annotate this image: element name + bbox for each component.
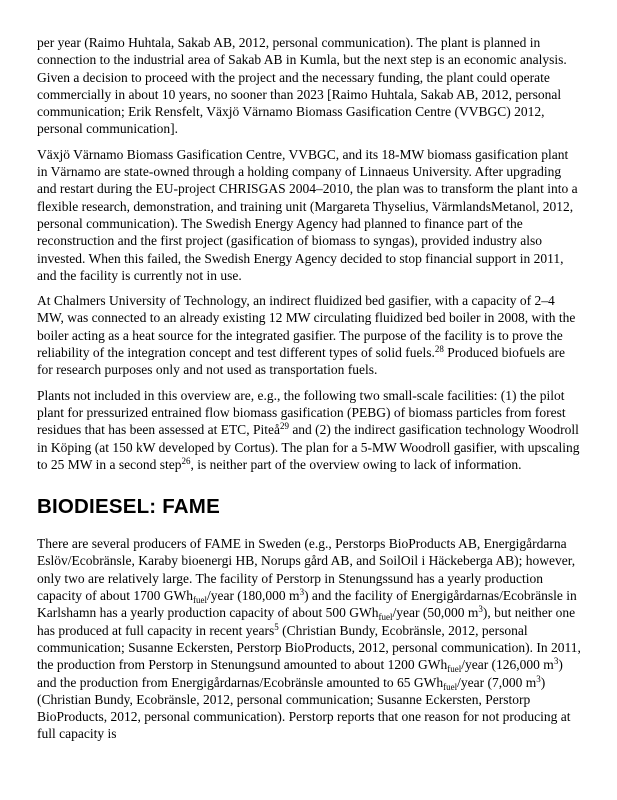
paragraph-text: ), but neither one has produced at full capacity in recent years bbox=[37, 605, 576, 638]
paragraph-text: /year (7,000 m bbox=[457, 674, 537, 690]
footnote-ref: 28 bbox=[434, 344, 444, 355]
paragraph-text: /year (180,000 m bbox=[206, 588, 300, 604]
footnote-ref: 5 bbox=[274, 621, 279, 632]
subscript: fuel bbox=[447, 664, 462, 675]
paragraph-text: ) (Christian Bundy, Ecobränsle, 2012, personal communication; Susanne Eckersten, Perstorp BioProducts, 2012, personal communication). Perstorp reports that one reason for not producing at full capacity is bbox=[37, 674, 571, 742]
paragraph-text: and (2) the indirect gasification technology Woodroll in Köping (at 150 kW developed by Cortus). The plan for a 5-MW Woodroll gasifier, with upscaling to 25 MW in a second step bbox=[37, 422, 580, 472]
paragraph-text: At Chalmers University of Technology, an indirect fluidized bed gasifier, with a capacity of 2–4 MW, was connected to an already existing 12 MW circulating fluidized bed boiler in 2008, with the boiler acting as a heat source for the integrated gasifier. The purpose of the facility is to prove the reliability of the integration concept and test different types of solid fuels. bbox=[37, 293, 576, 361]
paragraph-sakab bbox=[37, 34, 582, 138]
paragraph-text: , is neither part of the overview owing to lack of information. bbox=[190, 456, 522, 472]
paragraph-excluded-plants bbox=[37, 387, 582, 473]
footnote-ref: 26 bbox=[181, 455, 191, 466]
paragraph-text: ) and the facility of Energigårdarnas/Ecobränsle in Karlshamn has a yearly production capacity of about 500 GWh bbox=[37, 588, 577, 621]
paragraph-text: /year (50,000 m bbox=[392, 605, 479, 621]
subscript: fuel bbox=[192, 595, 207, 606]
paragraph-text: Plants not included in this overview are, e.g., the following two small-scale facilities: (1) the pilot plant for pressurized entrained flow biomass gasification (PEBG) of biomass particles from forest residues that has been assessed at ETC, Piteå bbox=[37, 387, 566, 438]
paragraph-text: Växjö Värnamo Biomass Gasification Centre, VVBGC, and its 18-MW biomass gasification plant in Värnamo are state-owned through a holding company of Linnaeus University. After upgrading and restart during the EU-project CHRISGAS 2004–2010, the plan was to transform the plant into a flexible research, demonstration, and training unit (Margareta Thyselius, VärmlandsMetanol, 2012, personal communication). The Swedish Energy Agency had planned to finance part of the reconstruction and the first project (gasification of biomass to syngas), provided industry also invested. When this failed, the Swedish Energy Agency decided to stop financial support in 2011, and the facility is currently not in use. bbox=[37, 146, 578, 283]
paragraph-text: ) and the production from Energigårdarnas/Ecobränsle amounted to 65 GWh bbox=[37, 657, 563, 690]
paragraph-chalmers bbox=[37, 292, 582, 378]
superscript: 3 bbox=[536, 673, 541, 684]
superscript: 3 bbox=[553, 656, 559, 667]
section-heading: BIODIESEL: FAME bbox=[37, 495, 220, 519]
subscript: fuel bbox=[443, 681, 458, 692]
subscript: fuel bbox=[378, 612, 393, 623]
paragraph-vvbgc bbox=[37, 146, 582, 284]
document-page bbox=[37, 34, 582, 751]
paragraph-fame bbox=[37, 535, 582, 743]
paragraph-text: There are several producers of FAME in Sweden (e.g., Perstorps BioProducts AB, Energigårdarna Eslöv/Ecobränsle, Karaby bioenergi HB, Norups gård AB, and SoilOil i Häckeberga AB); however, only two are relatively large. The facility of Perstorp in Stenungssund has a yearly production capacity of about 1700 GWh bbox=[37, 536, 576, 604]
superscript: 3 bbox=[478, 604, 483, 615]
paragraph-text: Produced biofuels are for research purposes only and not used as transportation fuels. bbox=[37, 345, 565, 378]
superscript: 3 bbox=[299, 587, 305, 598]
paragraph-text: /year (126,000 m bbox=[461, 657, 554, 673]
paragraph-text: (Christian Bundy, Ecobränsle, 2012, personal communication; Susanne Eckersten, Perstorp BioProducts, 2012, personal communication). In 2011, the production from Perstorp in Stenungsund amounted to about 1200 GWh bbox=[37, 622, 581, 673]
footnote-ref: 29 bbox=[279, 421, 289, 432]
paragraph-text: per year (Raimo Huhtala, Sakab AB, 2012, personal communication). The plant is planned in connection to the industrial area of Sakab AB in Kumla, but the next step is an economic analysis. Given a decision to proceed with the project and the necessary funding, the plant could operate commercially in about 10 years, no sooner than 2023 [Raimo Huhtala, Sakab AB, 2012, personal communication; Erik Rensfelt, Växjö Värnamo Biomass Gasification Centre (VVBGC) 2012, personal communication]. bbox=[37, 35, 567, 137]
